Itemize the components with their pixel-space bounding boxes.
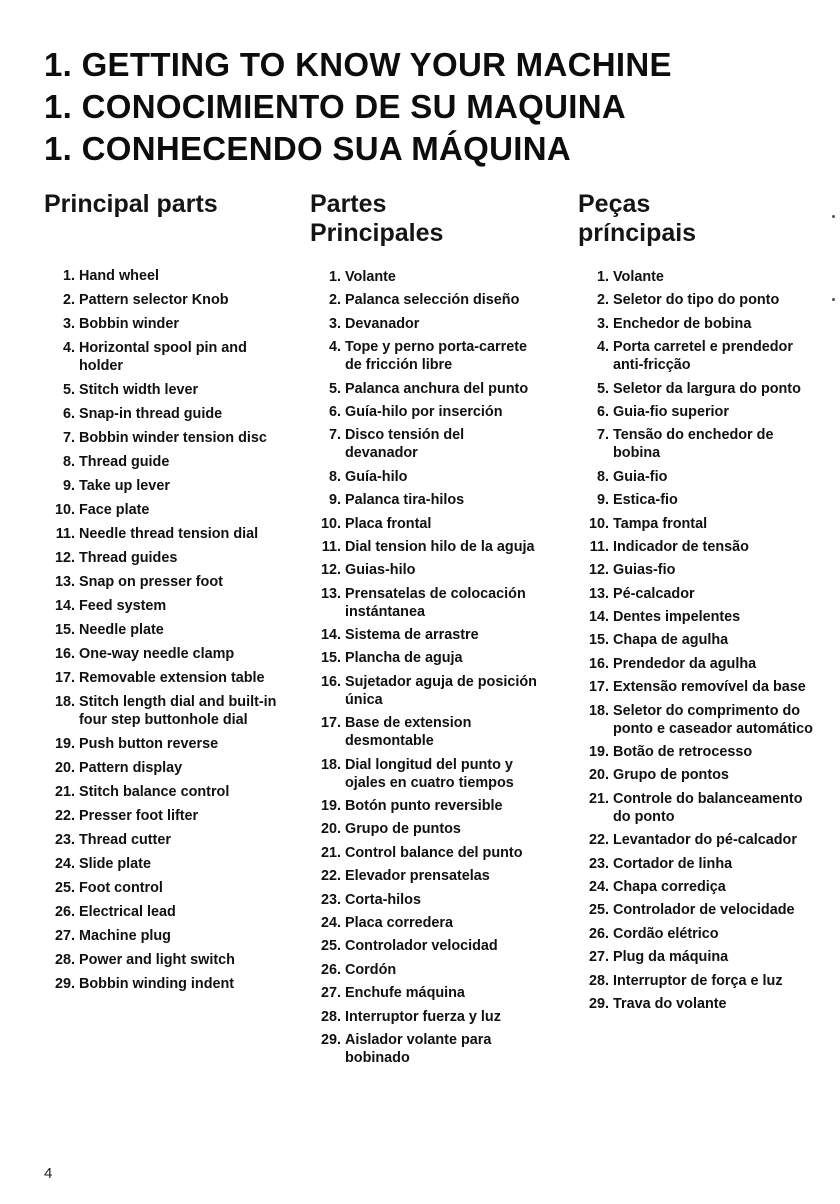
list-item [44, 291, 284, 309]
list-item [310, 491, 540, 509]
item-number: 12. [588, 562, 609, 579]
list-item [578, 315, 818, 333]
column-spanish [310, 190, 540, 1072]
item-number: 10. [320, 515, 341, 532]
item-label: Dial longitud del punto y ojales en cuatro tiempos [345, 756, 514, 791]
list-item [44, 405, 284, 423]
item-number: 27. [588, 949, 609, 966]
list-item [44, 927, 284, 945]
item-label: Guia-fio [613, 468, 668, 485]
item-number: 18. [54, 694, 75, 710]
item-number: 22. [588, 832, 609, 849]
item-label: Pattern selector Knob [79, 292, 229, 308]
item-label: Devanador [345, 315, 420, 332]
item-number: 26. [54, 904, 75, 920]
item-number: 24. [320, 914, 341, 931]
scan-speck [832, 298, 835, 301]
item-label: Palanca tira-hilos [345, 492, 465, 509]
item-label: Disco tensión del devanador [345, 427, 465, 462]
item-label: Push button reverse [79, 736, 219, 752]
list-item [578, 561, 818, 579]
list-item [44, 879, 284, 897]
item-number: 17. [54, 670, 75, 686]
list-item [310, 914, 540, 932]
item-number: 7. [328, 427, 341, 444]
list-item [44, 855, 284, 873]
title-spanish: 1. CONOCIMIENTO DE SU MAQUINA [44, 88, 626, 125]
item-label: Extensão removível da base [613, 679, 806, 696]
item-number: 23. [54, 832, 75, 848]
list-item [578, 585, 818, 603]
list-item [310, 891, 540, 909]
item-label: Power and light switch [79, 952, 235, 968]
item-label: Control balance del punto [345, 844, 523, 861]
item-label: Trava do volante [613, 995, 727, 1012]
item-number: 11. [55, 526, 75, 542]
item-label: Stitch balance control [79, 784, 230, 800]
list-item [578, 515, 818, 533]
list-item [578, 491, 818, 509]
parts-list-english [44, 267, 284, 993]
item-label: Palanca anchura del punto [345, 380, 529, 397]
item-number: 19. [588, 744, 609, 761]
list-item [578, 608, 818, 626]
item-number: 19. [54, 736, 75, 752]
item-number: 29. [54, 976, 75, 992]
item-number: 15. [588, 632, 609, 649]
column-english [44, 190, 284, 999]
item-number: 24. [54, 856, 75, 872]
item-number: 1. [328, 269, 341, 285]
item-number: 21. [320, 844, 341, 861]
item-label: Slide plate [79, 856, 151, 872]
list-item [578, 766, 818, 784]
list-item [578, 855, 818, 873]
item-number: 12. [54, 550, 75, 566]
item-number: 4. [596, 339, 609, 356]
item-label: Grupo de puntos [345, 821, 461, 838]
item-label: Foot control [79, 880, 163, 896]
item-label: Electrical lead [79, 904, 176, 920]
item-number: 9. [596, 492, 609, 509]
list-item [578, 291, 818, 309]
list-item [310, 268, 540, 286]
list-item [578, 631, 818, 649]
item-number: 9. [328, 492, 341, 509]
item-number: 19. [320, 798, 341, 815]
list-item [310, 844, 540, 862]
list-item [44, 549, 284, 567]
item-label: Needle plate [79, 622, 164, 638]
list-item [310, 984, 540, 1002]
list-item [44, 597, 284, 615]
item-label: Controlador de velocidade [613, 902, 795, 919]
item-number: 17. [588, 679, 609, 696]
item-label: Placa corredera [345, 914, 454, 931]
item-number: 5. [328, 380, 341, 397]
list-item [578, 702, 818, 738]
list-item [310, 867, 540, 885]
item-label: Pé-calcador [613, 585, 695, 602]
item-number: 26. [588, 925, 609, 942]
heading-portuguese [578, 190, 818, 248]
item-label: Interruptor de força e luz [613, 972, 783, 989]
item-label: Palanca selección diseño [345, 292, 520, 309]
item-number: 13. [588, 585, 609, 602]
parts-list-portuguese [578, 268, 818, 1013]
item-number: 5. [62, 382, 75, 398]
list-item [44, 267, 284, 285]
list-item [44, 807, 284, 825]
item-label: Tampa frontal [613, 515, 708, 532]
item-number: 10. [54, 502, 75, 518]
item-number: 16. [320, 673, 341, 690]
list-item [44, 477, 284, 495]
item-label: Snap-in thread guide [79, 406, 223, 422]
item-label: Corta-hilos [345, 891, 421, 908]
list-item [44, 831, 284, 849]
item-label: Enchufe máquina [345, 985, 465, 1002]
item-label: One-way needle clamp [79, 646, 235, 662]
heading-spanish [310, 190, 540, 248]
item-label: Pattern display [79, 760, 183, 776]
item-number: 17. [320, 715, 341, 732]
list-item [44, 903, 284, 921]
parts-list-spanish [310, 268, 540, 1067]
list-item [310, 291, 540, 309]
item-number: 14. [54, 598, 75, 614]
item-number: 12. [320, 562, 341, 579]
item-number: 16. [588, 655, 609, 672]
item-number: 6. [596, 403, 609, 420]
column-portuguese [578, 190, 818, 1018]
list-item [44, 759, 284, 777]
list-item [310, 538, 540, 556]
list-item [44, 975, 284, 993]
item-number: 9. [62, 478, 75, 494]
list-item [44, 501, 284, 519]
item-label: Interruptor fuerza y luz [345, 1008, 501, 1025]
list-item [578, 338, 818, 374]
item-number: 15. [54, 622, 75, 638]
item-label: Indicador de tensão [613, 538, 749, 555]
list-item [578, 831, 818, 849]
item-label: Botón punto reversible [345, 798, 503, 815]
item-label: Seletor do tipo do ponto [613, 292, 780, 309]
item-label: Guia-fio superior [613, 403, 729, 420]
item-number: 5. [596, 380, 609, 397]
list-item [578, 948, 818, 966]
item-label: Seletor do comprimento do ponto e caseador automático [613, 702, 813, 737]
list-item [578, 380, 818, 398]
item-number: 18. [320, 756, 341, 773]
item-label: Thread guide [79, 454, 170, 470]
list-item [44, 951, 284, 969]
list-item [44, 621, 284, 639]
list-item [44, 429, 284, 447]
item-label: Tope y perno porta-carrete de fricción libre [345, 339, 528, 374]
item-label: Machine plug [79, 928, 171, 944]
item-label: Dial tension hilo de la aguja [345, 538, 535, 555]
list-item [310, 797, 540, 815]
item-number: 25. [320, 938, 341, 955]
list-item [578, 426, 818, 462]
item-number: 3. [62, 316, 75, 332]
list-item [310, 937, 540, 955]
item-number: 1. [62, 268, 75, 284]
item-number: 4. [62, 340, 75, 356]
item-label: Chapa de agulha [613, 632, 729, 649]
heading-portuguese-line2: príncipais [578, 219, 697, 247]
item-label: Hand wheel [79, 268, 159, 284]
item-number: 29. [320, 1031, 341, 1048]
item-label: Controle do balanceamento do ponto [613, 790, 803, 825]
list-item [44, 573, 284, 591]
item-number: 3. [596, 315, 609, 332]
item-number: 23. [588, 855, 609, 872]
item-label: Prensatelas de colocación instántanea [345, 585, 526, 620]
item-number: 7. [596, 427, 609, 444]
list-item [578, 925, 818, 943]
list-item [310, 468, 540, 486]
item-label: Bobbin winder tension disc [79, 430, 267, 446]
list-item [578, 743, 818, 761]
list-item [44, 339, 284, 375]
item-label: Guias-hilo [345, 562, 416, 579]
item-label: Snap on presser foot [79, 574, 223, 590]
item-number: 24. [588, 878, 609, 895]
list-item [310, 585, 540, 621]
item-label: Cortador de linha [613, 855, 733, 872]
item-label: Levantador do pé-calcador [613, 832, 797, 849]
item-number: 8. [62, 454, 75, 470]
item-number: 11. [589, 538, 609, 555]
item-label: Bobbin winding indent [79, 976, 235, 992]
item-label: Elevador prensatelas [345, 868, 490, 885]
item-number: 20. [54, 760, 75, 776]
item-label: Estica-fio [613, 492, 678, 509]
item-label: Grupo de pontos [613, 767, 729, 784]
list-item [578, 538, 818, 556]
item-label: Volante [613, 269, 664, 285]
list-item [310, 1008, 540, 1026]
item-number: 27. [54, 928, 75, 944]
item-number: 28. [588, 972, 609, 989]
item-number: 28. [320, 1008, 341, 1025]
item-number: 22. [320, 868, 341, 885]
item-label: Placa frontal [345, 515, 432, 532]
item-label: Take up lever [79, 478, 170, 494]
item-label: Guía-hilo [345, 468, 408, 485]
item-number: 21. [54, 784, 75, 800]
list-item [578, 403, 818, 421]
item-label: Thread cutter [79, 832, 171, 848]
heading-portuguese-line1: Peças [578, 190, 651, 218]
list-item [44, 669, 284, 687]
list-item [44, 645, 284, 663]
list-item [44, 525, 284, 543]
list-item [310, 338, 540, 374]
item-number: 26. [320, 961, 341, 978]
item-label: Needle thread tension dial [79, 526, 259, 542]
item-number: 2. [596, 292, 609, 309]
list-item [578, 901, 818, 919]
item-label: Stitch width lever [79, 382, 199, 398]
item-label: Horizontal spool pin and holder [79, 340, 247, 374]
list-item [310, 714, 540, 750]
list-item [310, 961, 540, 979]
item-number: 11. [321, 538, 341, 555]
item-label: Chapa corrediça [613, 878, 726, 895]
list-item [578, 790, 818, 826]
list-item [578, 995, 818, 1013]
item-number: 29. [588, 995, 609, 1012]
title-english: 1. GETTING TO KNOW YOUR MACHINE [44, 46, 672, 83]
item-number: 15. [320, 650, 341, 667]
item-number: 2. [62, 292, 75, 308]
item-number: 23. [320, 891, 341, 908]
item-label: Thread guides [79, 550, 178, 566]
item-label: Base de extension desmontable [345, 715, 472, 750]
item-number: 20. [588, 767, 609, 784]
item-number: 6. [62, 406, 75, 422]
list-item [310, 673, 540, 709]
heading-english: Principal parts [44, 190, 218, 218]
item-label: Bobbin winder [79, 316, 179, 332]
list-item [44, 453, 284, 471]
list-item [44, 315, 284, 333]
item-label: Volante [345, 269, 396, 285]
list-item [310, 403, 540, 421]
item-number: 6. [328, 403, 341, 420]
item-number: 25. [588, 902, 609, 919]
list-item [578, 268, 818, 286]
heading-spanish-line2: Principales [310, 219, 444, 247]
list-item [578, 655, 818, 673]
item-number: 3. [328, 315, 341, 332]
item-number: 1. [596, 269, 609, 285]
item-number: 7. [62, 430, 75, 446]
heading-spanish-line1: Partes [310, 190, 387, 218]
item-number: 10. [588, 515, 609, 532]
list-item [44, 735, 284, 753]
item-label: Controlador velocidad [345, 938, 498, 955]
item-label: Face plate [79, 502, 150, 518]
chapter-titles [44, 44, 672, 170]
item-label: Sistema de arrastre [345, 627, 479, 644]
item-label: Enchedor de bobina [613, 315, 752, 332]
item-label: Plancha de aguja [345, 650, 463, 667]
item-number: 4. [328, 339, 341, 356]
item-label: Stitch length dial and built-in four step buttonhole dial [79, 694, 277, 728]
item-number: 14. [320, 627, 341, 644]
item-label: Presser foot lifter [79, 808, 199, 824]
item-number: 22. [54, 808, 75, 824]
list-item [310, 315, 540, 333]
list-item [310, 649, 540, 667]
item-label: Feed system [79, 598, 167, 614]
item-number: 21. [588, 790, 609, 807]
item-number: 13. [320, 585, 341, 602]
item-number: 16. [54, 646, 75, 662]
item-number: 27. [320, 985, 341, 1002]
item-label: Aislador volante para bobinado [345, 1031, 492, 1066]
item-number: 13. [54, 574, 75, 590]
item-number: 28. [54, 952, 75, 968]
item-number: 14. [588, 609, 609, 626]
list-item [310, 820, 540, 838]
item-number: 18. [588, 702, 609, 719]
scan-speck [832, 215, 835, 218]
item-label: Seletor da largura do ponto [613, 380, 801, 397]
item-number: 20. [320, 821, 341, 838]
list-item [578, 972, 818, 990]
list-item [578, 878, 818, 896]
list-item [310, 515, 540, 533]
list-item [310, 380, 540, 398]
item-label: Prendedor da agulha [613, 655, 757, 672]
list-item [44, 783, 284, 801]
item-number: 8. [596, 468, 609, 485]
item-label: Cordão elétrico [613, 925, 719, 942]
list-item [310, 626, 540, 644]
item-label: Dentes impelentes [613, 609, 741, 626]
item-label: Tensão do enchedor de bobina [613, 427, 774, 462]
item-label: Plug da máquina [613, 949, 729, 966]
list-item [578, 468, 818, 486]
title-portuguese: 1. CONHECENDO SUA MÁQUINA [44, 130, 571, 167]
item-label: Sujetador aguja de posición única [345, 673, 537, 708]
item-number: 25. [54, 880, 75, 896]
page-number: 4 [44, 1165, 53, 1182]
item-label: Cordón [345, 961, 397, 978]
list-item [578, 678, 818, 696]
item-label: Botão de retrocesso [613, 744, 753, 761]
list-item [310, 426, 540, 462]
list-item [44, 381, 284, 399]
list-item [310, 1031, 540, 1067]
item-label: Guía-hilo por inserción [345, 403, 503, 420]
item-number: 2. [328, 292, 341, 309]
list-item [44, 693, 284, 729]
item-label: Guias-fio [613, 562, 676, 579]
item-label: Removable extension table [79, 670, 265, 686]
list-item [310, 756, 540, 792]
list-item [310, 561, 540, 579]
item-number: 8. [328, 468, 341, 485]
item-label: Porta carretel e prendedor anti-fricção [613, 339, 793, 374]
